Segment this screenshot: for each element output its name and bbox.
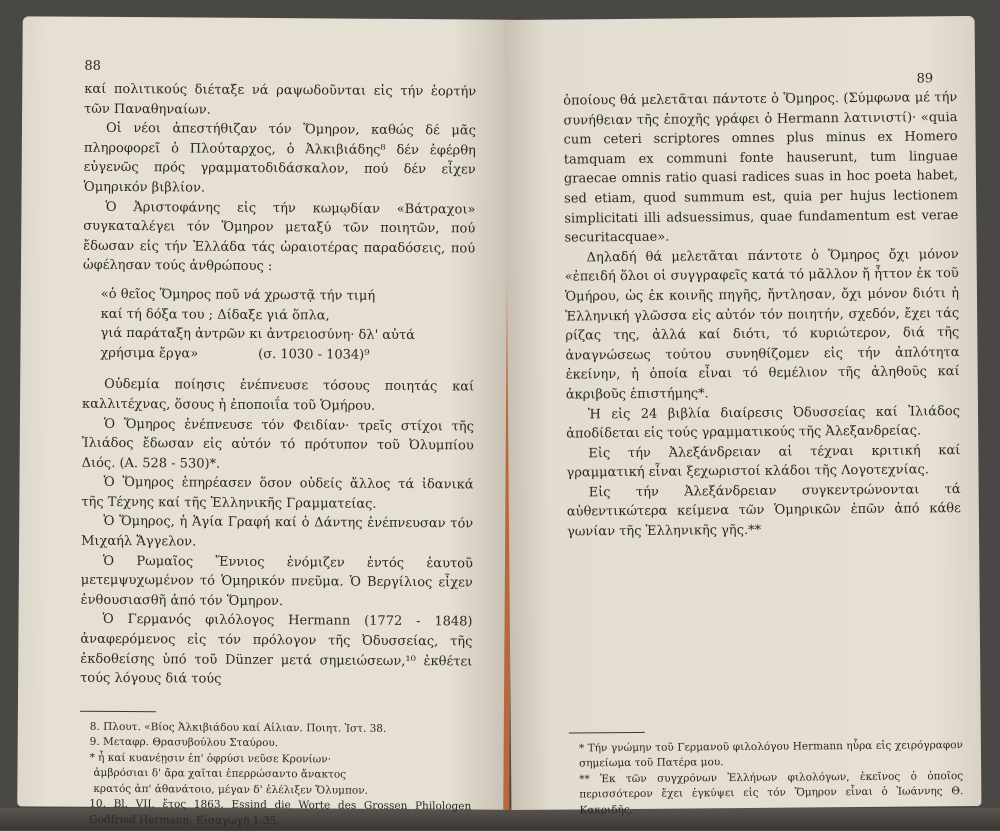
poem-line: «ὁ θεῖος Ὅμηρος ποῦ νά χρωστᾷ τήν τιμή	[100, 286, 376, 304]
right-page	[505, 16, 982, 817]
paragraph: Εἰς τήν Ἀλεξάνδρειαν συγκεντρώνονται τά αὐθεντικώτερα κείμενα τῶν Ὁμηρικῶν ἐπῶν ἀπό κάθε γωνίαν τῆς Ἑλληνικῆς γῆς.**	[566, 481, 961, 540]
left-page	[17, 16, 511, 827]
paragraph: Οἱ νέοι ἀπεστήθιζαν τόν Ὅμηρον, καθώς δέ μᾶς πληροφορεῖ ὁ Πλούταρχος, ὁ Ἀλκιβιάδης⁸ δέν ἐφέρθη εὐγενῶς πρός γραμματοδιδάσκαλον, πού δέν εἶχεν Ὁμηρικόν βιβλίον.	[83, 121, 477, 196]
paragraph: Ὁ Ρωμαῖος Ἔννιος ἐνόμιζεν ἐντός ἑαυτοῦ μετεμψυχωμένον τό Ὁμηρικόν πνεῦμα. Ὁ Βεργίλιος εἶχεν ἐνθουσιασθῆ ἀπό τόν Ὅμηρον.	[80, 553, 474, 609]
footnote: 9. Μεταφρ. Θρασυβούλου Σταύρου.	[89, 736, 279, 750]
paragraph: Δηλαδή θά μελετᾶται πάντοτε ὁ Ὅμηρος ὄχι μόνον «ἐπειδή ὅλοι οἱ συγγραφεῖς κατά τό μᾶλλον ἤ ἧττον ἐκ τοῦ Ὁμήρου, ὡς ἐκ κοινῆς πηγῆς, ἤντλησαν, ὄχι μόνον διότι ἡ Ἑλληνική γλῶσσα εἰς αὐτόν τόν ποιητήν, σχεδόν, ἔχει τάς ρίζας της, ἀλλά καί διότι, τό κυριώτερον, διά τῆς ἀναγνώσεως τούτου συνηθίζομεν εἰς τήν ἁπλότητα ἐκείνην, ἡ ὁποία εἶναι τό θεμέλιον τῆς ἀληθοῦς καί ἀκριβοῦς ἐπιστήμης*.	[564, 246, 960, 403]
paragraph: Ὁ Ὅμηρος, ἡ Ἁγία Γραφή καί ὁ Δάντης ἐνέπνευσαν τόν Μιχαήλ Ἄγγελον.	[81, 514, 474, 550]
paragraph: Εἰς τήν Ἀλεξάνδρειαν αἱ τέχναι κριτική καί γραμματική εἶναι ξεχωριστοί κλάδοι τῆς Λογοτεχνίας.	[566, 442, 961, 481]
footnote: ἀμβρόσιαι δ' ἄρα χαῖται ἐπερρώσαντο ἄνακτος	[93, 767, 347, 781]
paragraph: Ὁ Ὅμηρος ἐνέπνευσε τόν Φειδίαν· τρεῖς στίχοι τῆς Ἰλιάδος ἔδωσαν εἰς αὐτόν τό πρότυπον τοῦ Ὀλυμπίου Διός. (Α. 528 - 530)*.	[81, 416, 474, 472]
paragraph: Ὁ Ὅμηρος ἐπηρέασεν ὅσον οὐδείς ἄλλος τά ἰδανικά τῆς Τέχνης καί τῆς Ἑλληνικῆς Γραμματείας.	[81, 475, 474, 512]
footnote-divider	[569, 732, 645, 734]
paragraph: Ἡ εἰς 24 βιβλία διαίρεσις Ὀδυσσείας καί Ἰλιάδος ἀποδίδεται εἰς τούς γραμματικούς τῆς Ἀλεξανδρείας.	[566, 403, 961, 442]
paragraph: ὁποίους θά μελετᾶται πάντοτε ὁ Ὅμηρος. (Σύμφωνα μέ τήν συνήθειαν τῆς ἐποχῆς γράφει ὁ Hermann λατινιστί)· «quia cum ceteri scriptores omnes plus minus ex Homero tamquam ex communi fonte hauserunt, tum linguae graecae omnis ratio quasi radices suas in hoc poeta habet, sed etiam, quod summum est, quia per hujus lectionem simplicitati illi adsuessimus, quae fundamentum est verae securitacquae».	[563, 90, 959, 246]
paragraph: Οὐδεμία ποίησις ἐνέπνευσε τόσους ποιητάς καί καλλιτέχνας, ὅσους ἡ ἐποποιΐα τοῦ Ὁμήρου.	[82, 377, 475, 414]
footnote: * Τήν γνώμην τοῦ Γερμανοῦ φιλολόγου Hermann ηὗρα εἰς χειρόγραφον σημείωμα τοῦ Πατέρα μου.	[578, 738, 963, 770]
poem-quote	[100, 285, 475, 366]
footnote: 10. Bl. VII, ἔτος 1863. Essind die Worte des Grossen Philologen Godfried Hermann, Εἰσαγωγή 1-35.	[89, 798, 472, 827]
footnote: 8. Πλουτ. «Βίος Ἀλκιβιάδου καί Αἰλιαν. Ποιητ. Ἱστ. 38.	[89, 720, 387, 735]
paragraph: Ὁ Ἀριστοφάνης εἰς τήν κωμῳδίαν «Βάτραχοι» συγκαταλέγει τόν Ὅμηρον μεταξύ τῶν ποιητῶν, πού ἔδωσαν εἰς τήν Ἑλλάδα τάς ὡραιοτέρας παραδόσεις, πού ὠφέλησαν τούς ἀνθρώπους :	[82, 199, 476, 275]
page-number: 89	[916, 71, 934, 87]
footnote-divider	[80, 711, 156, 713]
page-number: 88	[84, 58, 102, 74]
poem-line: χρήσιμα ἔργα»	[100, 345, 199, 362]
paragraph: καί πολιτικούς διέταξε νά ραψωδοῦνται εἰς τήν ἑορτήν τῶν Παναθηναίων.	[84, 81, 477, 118]
poem-line: γιά παράταξη ἀντρῶν κι ἀντρειοσύνη· δλ' αὐτά	[100, 325, 416, 344]
paragraph: Ὁ Γερμανός φιλόλογος Hermann (1772 - 1848) ἀναφερόμενος εἰς τόν πρόλογον τῆς Ὀδυσσείας, τῆς ἐκδοθείσης ὑπό τοῦ Dünzer μετά σημειώσεων,¹⁰ ἐκθέτει τούς λόγους διά τούς	[80, 612, 473, 687]
footnote: κρατός ἀπ' ἀθανάτοιο, μέγαν δ' ἐλέλιξεν Ὄλυμπον.	[93, 782, 369, 797]
footnote: * ἦ καί κυανέῃσιν ἐπ' ὀφρύσι νεῦσε Κρονίων·	[89, 751, 332, 766]
poem-line: καί τή δόξα του ; Δίδαξε γιά ὅπλα,	[100, 306, 330, 323]
poem-reference: (σ. 1030 - 1034)⁹	[258, 346, 370, 363]
footnote: ** Ἐκ τῶν συγχρόνων Ἑλλήνων φιλολόγων, ἐκεῖνος ὁ ὁποῖος περισσότερον ἔχει ἐγκύψει εἰς τόν Ὅμηρον εἶναι ὁ Ἰωάννης Θ. Κακριδῆς.	[579, 769, 964, 817]
